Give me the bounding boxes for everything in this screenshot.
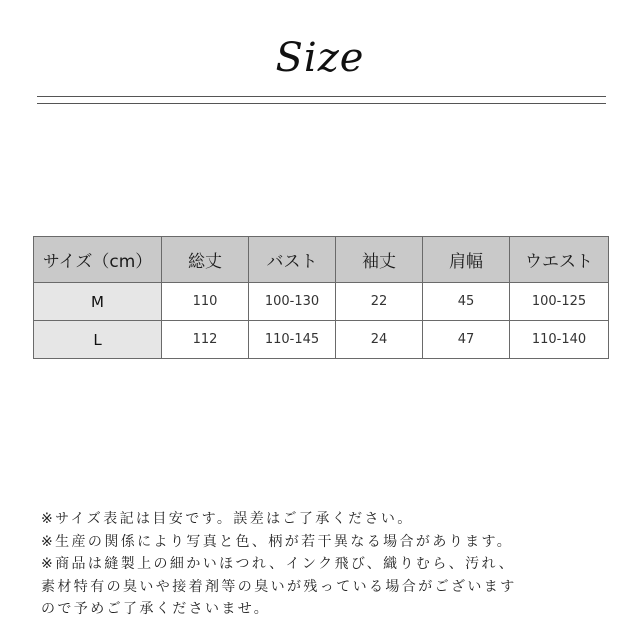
table-row [34,321,609,359]
header-size: サイズ（cm） [34,237,162,283]
title-divider-bottom [37,103,606,104]
header-length: 総丈 [162,237,249,283]
title-divider-top [37,96,606,97]
note-line: 素材特有の臭いや接着剤等の臭いが残っている場合がございます [41,578,517,595]
header-waist: ウエスト [510,237,609,283]
notes [41,508,631,621]
sleeve-cell: 24 [336,321,423,359]
note-line: ※生産の関係により写真と色、柄が若干異なる場合があります。 [41,533,514,550]
bust-cell: 100-130 [249,283,336,321]
size-table [33,236,609,359]
header-sleeve: 袖丈 [336,237,423,283]
header-bust: バスト [249,237,336,283]
size-table-header-row [34,237,609,283]
length-cell: 112 [162,321,249,359]
table-row [34,283,609,321]
shoulder-cell: 47 [423,321,510,359]
note-line: ※サイズ表記は目安です。誤差はご了承ください。 [41,511,414,527]
shoulder-cell: 45 [423,283,510,321]
note-line: ※商品は縫製上の細かいほつれ、インク飛び、織りむら、汚れ、 [41,556,516,572]
page-title: Size [275,35,365,81]
size-cell: L [34,321,162,359]
waist-cell: 100-125 [510,283,609,321]
sleeve-cell: 22 [336,283,423,321]
header-shoulder: 肩幅 [423,237,510,283]
note-line: ので予めご了承くださいませ。 [41,601,271,617]
size-cell: M [34,283,162,321]
waist-cell: 110-140 [510,321,609,359]
length-cell: 110 [162,283,249,321]
bust-cell: 110-145 [249,321,336,359]
